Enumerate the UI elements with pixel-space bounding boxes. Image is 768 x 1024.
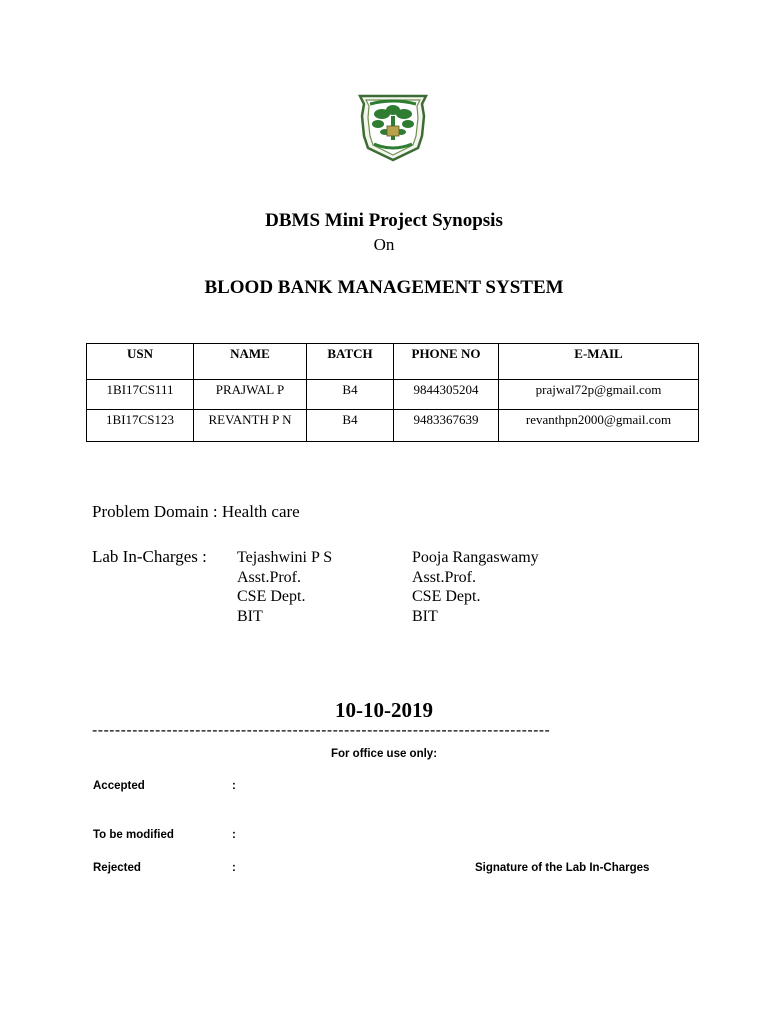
cell-phone: 9844305204: [394, 380, 499, 410]
to-be-modified-colon: :: [232, 829, 236, 841]
separator-line: --------------------------------------------------------------------------------: [92, 722, 551, 739]
student-table: [86, 343, 699, 442]
cell-usn: 1BI17CS123: [87, 410, 194, 442]
cell-batch: B4: [307, 410, 394, 442]
cell-usn: 1BI17CS111: [87, 380, 194, 410]
incharge-dept: CSE Dept.: [412, 588, 481, 605]
cell-email: revanthpn2000@gmail.com: [499, 410, 699, 442]
cell-name: REVANTH P N: [194, 410, 307, 442]
institution-logo: [352, 86, 434, 164]
problem-domain: Problem Domain : Health care: [92, 502, 300, 521]
column-header-phone: PHONE NO: [394, 344, 499, 380]
incharge-dept: CSE Dept.: [237, 588, 306, 605]
cell-name: PRAJWAL P: [194, 380, 307, 410]
column-header-batch: BATCH: [307, 344, 394, 380]
column-header-name: NAME: [194, 344, 307, 380]
incharge-name: Tejashwini P S: [237, 549, 333, 566]
table-row: [87, 380, 699, 410]
rejected-label: Rejected: [93, 862, 141, 874]
incharge-institute: BIT: [412, 607, 438, 625]
incharge-first: [237, 548, 332, 626]
table-header-row: [87, 344, 699, 380]
title-connector: On: [373, 235, 395, 254]
accepted-label: Accepted: [93, 780, 145, 792]
incharge-designation: Asst.Prof.: [412, 568, 477, 586]
incharge-second: [412, 548, 539, 626]
column-header-usn: USN: [87, 344, 194, 380]
to-be-modified-label: To be modified: [93, 829, 174, 841]
office-use-heading: For office use only:: [330, 748, 438, 760]
incharge-designation: Asst.Prof.: [237, 568, 302, 586]
signature-label: Signature of the Lab In-Charges: [475, 862, 650, 874]
table-row: [87, 410, 699, 442]
submission-date: 10-10-2019: [335, 698, 433, 722]
incharge-name: Pooja Rangaswamy: [412, 549, 539, 566]
project-title: BLOOD BANK MANAGEMENT SYSTEM: [204, 277, 564, 298]
incharge-institute: BIT: [237, 607, 263, 625]
lab-incharges-label: Lab In-Charges :: [92, 547, 207, 566]
cell-email: prajwal72p@gmail.com: [499, 380, 699, 410]
cell-phone: 9483367639: [394, 410, 499, 442]
emblem-icon: [352, 86, 434, 164]
column-header-email: E-MAIL: [499, 344, 699, 380]
cell-batch: B4: [307, 380, 394, 410]
accepted-colon: :: [232, 780, 236, 792]
rejected-colon: :: [232, 862, 236, 874]
document-title: DBMS Mini Project Synopsis: [265, 210, 503, 231]
